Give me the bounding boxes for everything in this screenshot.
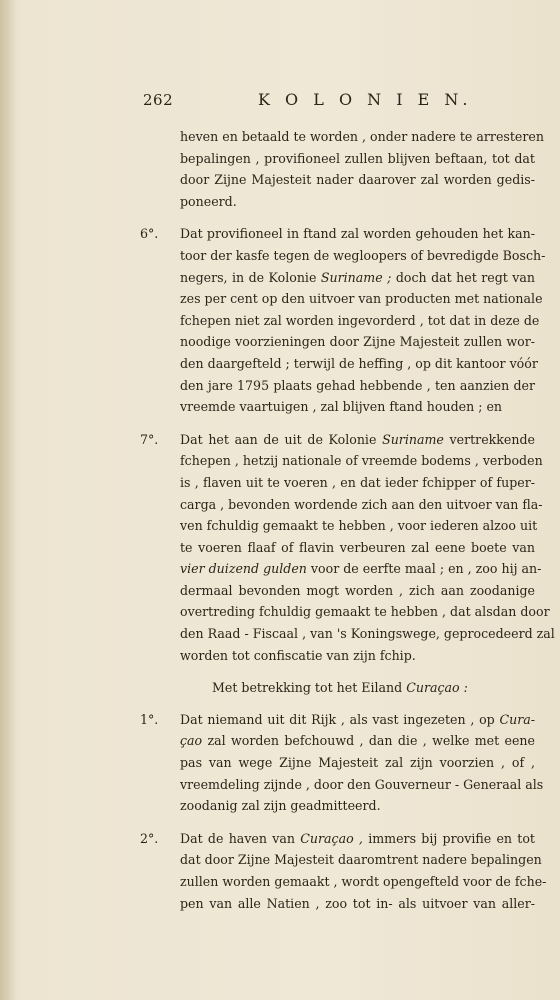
text-line: Dat provifioneel in ftand zal worden gehouden het kan- (180, 226, 535, 242)
clause-number: 2°. (140, 830, 159, 846)
text-line: zullen worden gemaakt , wordt opengefteld voor de fche- (180, 874, 547, 889)
text-line: den daargefteld ; terwijl de heffing , op dit kantoor vóór (180, 355, 538, 371)
clause-number: 6°. (140, 226, 159, 242)
text-run: negers, in de Kolonie (180, 269, 321, 285)
text-line-with-italic (180, 709, 535, 731)
text-line-with-italic (180, 558, 542, 580)
text-line: door Zijne Majesteit nader daarover zal worden gedis- (180, 172, 535, 188)
text-line: fchepen , hetzij nationale of vreemde bodems , verboden (180, 453, 543, 469)
clause-number: 7°. (140, 431, 159, 447)
italic-place-name: Curaçao , (300, 830, 363, 846)
text-line: vreemdeling zijnde , door den Gouverneur - Generaal als (180, 776, 544, 792)
text-line-with-italic (180, 267, 535, 289)
text-run: Dat de haven van (180, 830, 301, 846)
text-line: vreemde vaartuigen , zal blijven ftand houden ; en (180, 399, 503, 415)
text-line: den Raad - Fiscaal , van 's Koningswege, geprocedeerd zal (180, 626, 555, 642)
text-line: pas van wege Zijne Majesteit zal zijn voorzien , of , (180, 755, 535, 771)
text-run: Dat het aan de uit de Kolonie (180, 431, 383, 447)
clause-number: 1°. (140, 711, 159, 727)
section-heading (212, 677, 535, 699)
continued-paragraph (140, 126, 544, 212)
text-run: immers bij provifie en tot (362, 830, 535, 846)
italic-amount: vier duizend gulden (180, 561, 307, 577)
spine-shadow (0, 0, 16, 1000)
running-head (143, 88, 523, 116)
page-number: 262 (143, 91, 174, 109)
text-run: Met betrekking tot het Eiland (212, 680, 407, 696)
text-line: toor der kasfe tegen de wegloopers of bevredigde Bosch- (180, 247, 546, 263)
text-line: poneerd. (180, 193, 237, 209)
text-run: doch dat het regt van (391, 269, 536, 285)
text-line: bepalingen , provifioneel zullen blijven beftaan, tot dat (180, 150, 535, 166)
clause-1 (140, 709, 544, 817)
clause-2 (140, 828, 547, 914)
clause-7 (140, 429, 555, 667)
text-line: pen van alle Natien , zoo tot in- als uitvoer van aller- (180, 895, 535, 911)
text-line: ven fchuldig gemaakt te hebben , voor iederen alzoo uit (180, 518, 538, 534)
italic-place-name: Suriname ; (320, 269, 392, 285)
text-run: Dat niemand uit dit Rijk , als vast ingezeten , op (180, 711, 500, 727)
text-line-with-italic (180, 730, 535, 752)
italic-place-name: çao (180, 733, 203, 749)
text-run: voor de eerfte maal ; en , zoo hij an- (306, 561, 542, 577)
text-line-with-italic (180, 828, 535, 850)
text-run: vertrekkende (443, 431, 535, 447)
text-line: dermaal bevonden mogt worden , zich aan zoodanige (180, 582, 535, 598)
text-line: worden tot confiscatie van zijn fchip. (180, 647, 416, 663)
italic-place-name: Suriname (382, 431, 444, 447)
text-line: te voeren flaaf of flavin verbeuren zal eene boete van (180, 539, 535, 555)
text-line: dat door Zijne Majesteit daaromtrent nadere bepalingen (180, 852, 542, 868)
text-line: overtreding fchuldig gemaakt te hebben , dat alsdan door (180, 604, 550, 620)
text-line: noodige voorzieningen door Zijne Majesteit zullen wor- (180, 334, 535, 350)
text-run: zal worden befchouwd , dan die , welke met eene (202, 733, 535, 749)
text-line: zoodanig zal zijn geadmitteerd. (180, 798, 381, 814)
text-line: den jare 1795 plaats gehad hebbende , ten aanzien der (180, 377, 535, 393)
text-line: is , flaven uit te voeren , en dat ieder fchipper of fuper- (180, 474, 535, 490)
running-title: K O L O N I E N. (258, 90, 473, 109)
text-line: carga , bevonden wordende zich aan den uitvoer van fla- (180, 496, 543, 512)
text-line: heven en betaald te worden , onder nadere te arresteren (180, 129, 544, 144)
text-line: fchepen niet zal worden ingevorderd , tot dat in deze de (180, 312, 540, 328)
text-line-with-italic (180, 429, 535, 451)
italic-place-name: Cura- (499, 711, 535, 727)
body-text (140, 126, 555, 914)
italic-place-name: Curaçao : (406, 680, 468, 696)
text-line: zes per cent op den uitvoer van producten met nationale (180, 291, 543, 307)
clause-6 (140, 223, 546, 417)
